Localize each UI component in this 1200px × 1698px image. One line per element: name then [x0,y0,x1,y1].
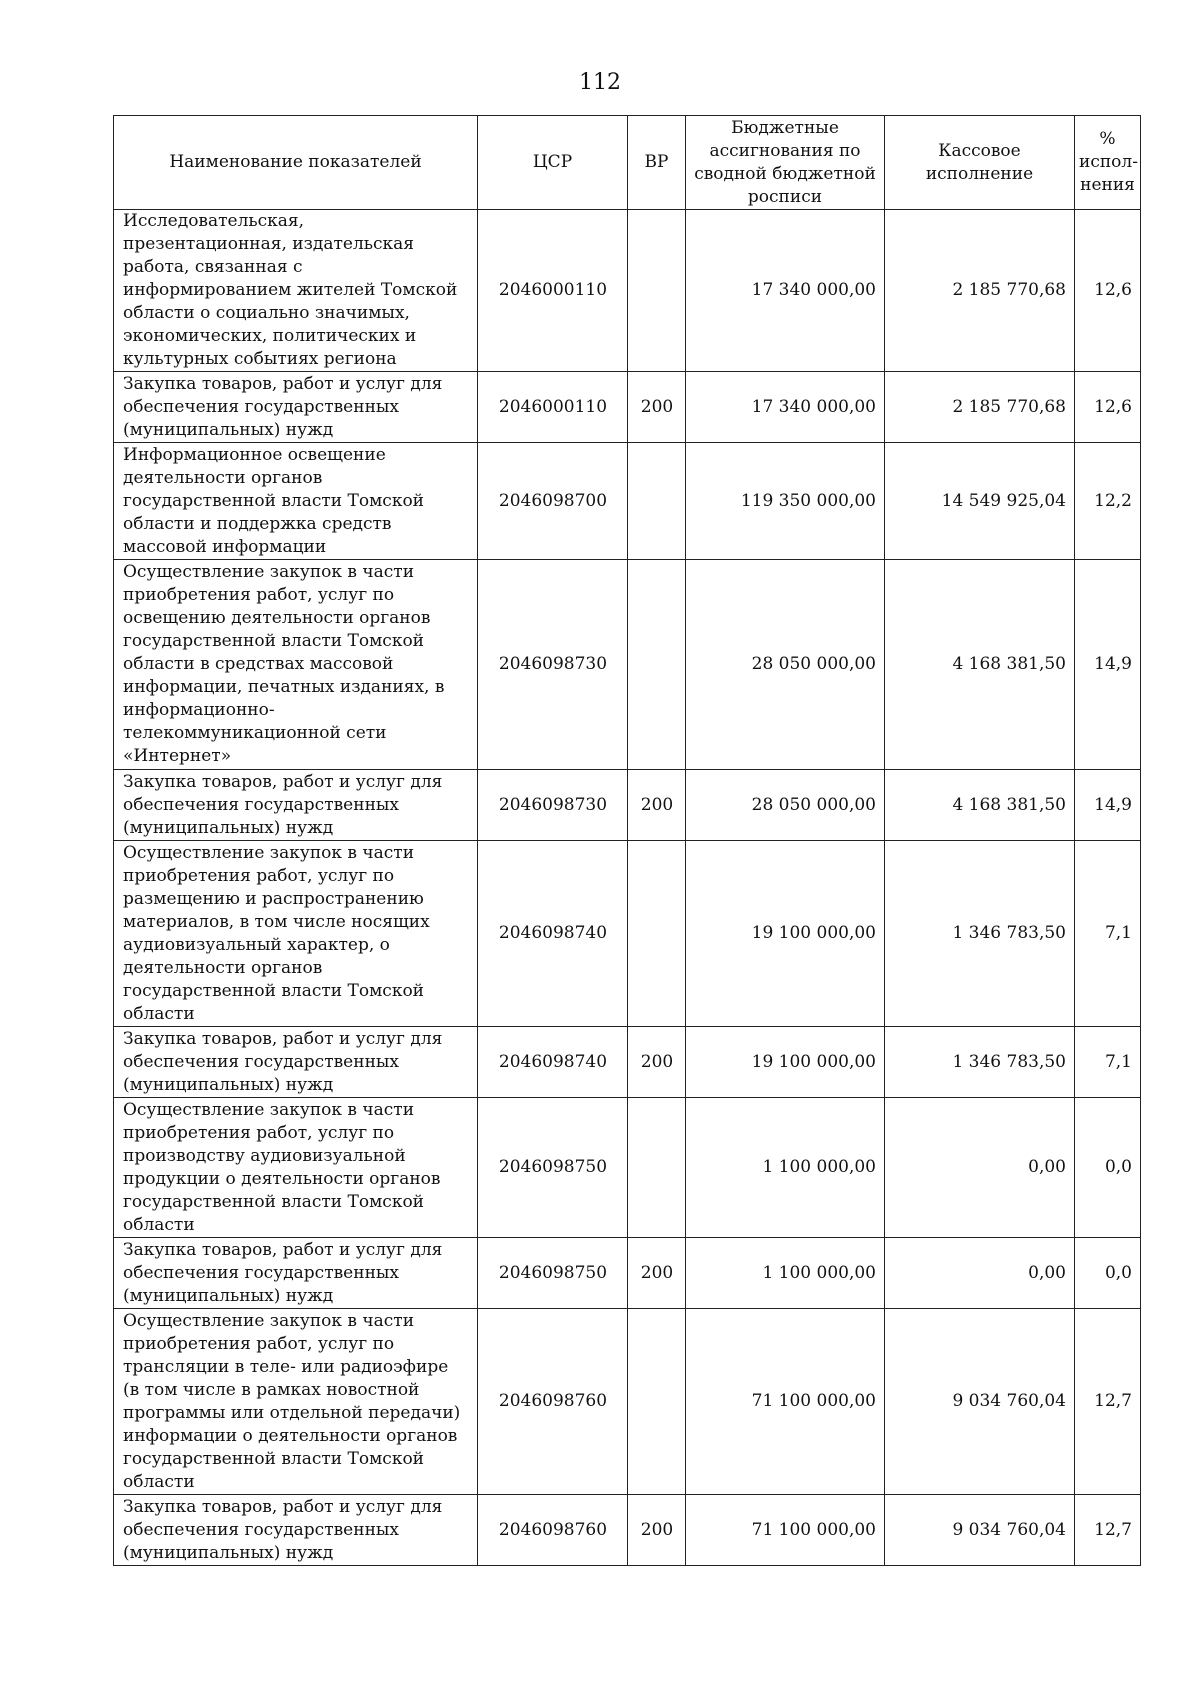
row-cash: 4 168 381,50 [885,560,1075,770]
row-csr: 2046000110 [478,210,628,372]
row-vr: 200 [628,770,686,841]
row-assignments: 19 100 000,00 [686,1027,885,1098]
row-csr: 2046098730 [478,560,628,770]
row-assignments: 28 050 000,00 [686,560,885,770]
row-pct: 0,0 [1075,1238,1141,1309]
row-cash: 1 346 783,50 [885,1027,1075,1098]
row-csr: 2046098730 [478,770,628,841]
row-pct: 12,6 [1075,372,1141,443]
row-name: Закупка товаров, работ и услуг для обеспечения государственных (муниципальных) нужд [114,372,478,443]
header-assignments: Бюджетные ассигнования по сводной бюджетной росписи [686,116,885,210]
table-row [114,372,1141,443]
row-vr [628,841,686,1027]
row-vr [628,443,686,560]
row-cash: 14 549 925,04 [885,443,1075,560]
row-pct: 7,1 [1075,1027,1141,1098]
row-pct: 14,9 [1075,560,1141,770]
row-csr: 2046098760 [478,1495,628,1566]
row-csr: 2046098700 [478,443,628,560]
row-cash: 1 346 783,50 [885,841,1075,1027]
row-cash: 9 034 760,04 [885,1495,1075,1566]
row-assignments: 71 100 000,00 [686,1495,885,1566]
row-assignments: 119 350 000,00 [686,443,885,560]
header-pct: % испол-нения [1075,116,1141,210]
row-name: Исследовательская, презентационная, издательская работа, связанная с информированием жителей Томской области о социально значимых, экономических, политических и культурных событиях региона [114,210,478,372]
page-number: 112 [579,70,621,95]
table-row [114,1309,1141,1495]
header-name: Наименование показателей [114,116,478,210]
row-assignments: 17 340 000,00 [686,210,885,372]
table-row [114,560,1141,770]
table-row [114,1238,1141,1309]
row-name: Закупка товаров, работ и услуг для обеспечения государственных (муниципальных) нужд [114,1238,478,1309]
table-header [114,116,1141,210]
row-vr [628,210,686,372]
row-pct: 14,9 [1075,770,1141,841]
row-cash: 9 034 760,04 [885,1309,1075,1495]
row-vr: 200 [628,1027,686,1098]
row-cash: 4 168 381,50 [885,770,1075,841]
header-row [114,116,1141,210]
row-pct: 12,6 [1075,210,1141,372]
table-row [114,443,1141,560]
row-pct: 7,1 [1075,841,1141,1027]
row-name: Осуществление закупок в части приобретения работ, услуг по размещению и распространению материалов, в том числе носящих аудиовизуальный характер, о деятельности органов государственной власти Томской области [114,841,478,1027]
header-csr: ЦСР [478,116,628,210]
row-vr [628,1098,686,1238]
table-body [114,210,1141,1566]
table-row [114,770,1141,841]
row-csr: 2046098740 [478,1027,628,1098]
row-assignments: 71 100 000,00 [686,1309,885,1495]
header-cash: Кассовое исполнение [885,116,1075,210]
row-vr [628,560,686,770]
row-assignments: 1 100 000,00 [686,1098,885,1238]
table-row [114,210,1141,372]
row-vr: 200 [628,1495,686,1566]
row-name: Осуществление закупок в части приобретения работ, услуг по трансляции в теле- или радиоэфире (в том числе в рамках новостной программы или отдельной передачи) информации о деятельности органов государственной власти Томской области [114,1309,478,1495]
row-name: Осуществление закупок в части приобретения работ, услуг по производству аудиовизуальной продукции о деятельности органов государственной власти Томской области [114,1098,478,1238]
row-cash: 2 185 770,68 [885,372,1075,443]
row-csr: 2046000110 [478,372,628,443]
row-csr: 2046098760 [478,1309,628,1495]
row-pct: 12,7 [1075,1309,1141,1495]
row-name: Осуществление закупок в части приобретения работ, услуг по освещению деятельности органов государственной власти Томской области в средствах массовой информации, печатных изданиях, в информационно-телекоммуникационной сети «Интернет» [114,560,478,770]
row-vr: 200 [628,1238,686,1309]
row-vr: 200 [628,372,686,443]
row-pct: 12,7 [1075,1495,1141,1566]
row-cash: 0,00 [885,1098,1075,1238]
row-csr: 2046098740 [478,841,628,1027]
table-row [114,841,1141,1027]
row-vr [628,1309,686,1495]
row-assignments: 28 050 000,00 [686,770,885,841]
row-csr: 2046098750 [478,1098,628,1238]
row-cash: 2 185 770,68 [885,210,1075,372]
row-assignments: 17 340 000,00 [686,372,885,443]
table-row [114,1495,1141,1566]
row-name: Информационное освещение деятельности органов государственной власти Томской области и поддержка средств массовой информации [114,443,478,560]
row-pct: 12,2 [1075,443,1141,560]
row-assignments: 1 100 000,00 [686,1238,885,1309]
row-csr: 2046098750 [478,1238,628,1309]
budget-execution-table [113,115,1141,1566]
table-row [114,1027,1141,1098]
row-name: Закупка товаров, работ и услуг для обеспечения государственных (муниципальных) нужд [114,770,478,841]
table-row [114,1098,1141,1238]
header-vr: ВР [628,116,686,210]
row-assignments: 19 100 000,00 [686,841,885,1027]
row-cash: 0,00 [885,1238,1075,1309]
row-pct: 0,0 [1075,1098,1141,1238]
row-name: Закупка товаров, работ и услуг для обеспечения государственных (муниципальных) нужд [114,1495,478,1566]
row-name: Закупка товаров, работ и услуг для обеспечения государственных (муниципальных) нужд [114,1027,478,1098]
